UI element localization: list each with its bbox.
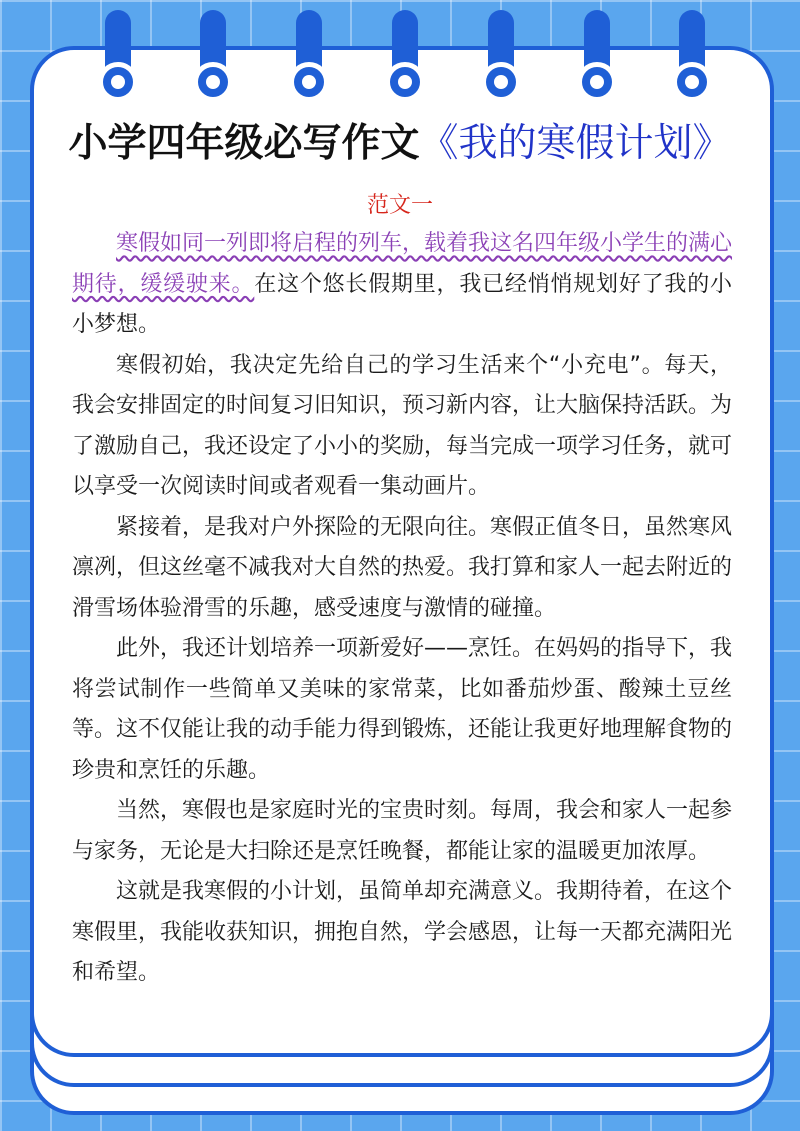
paragraph-6: 这就是我寒假的小计划，虽简单却充满意义。我期待着，在这个寒假里，我能收获知识，拥抱自然，学会感恩，让每一天都充满阳光和希望。 xyxy=(72,879,733,985)
title-main: 小学四年级必写作文 xyxy=(68,121,420,166)
essay-body xyxy=(72,224,732,994)
ring-hole-icon xyxy=(481,62,521,102)
paragraph-1 xyxy=(72,224,732,346)
highlighted-sentence: 寒假如同一列即将启程的列车，载着我这名四年级小学生的满心期待，缓缓驶来。 xyxy=(72,231,733,297)
paragraph-text: 在这个悠长假期里，我已经悄悄规划好了我的小小梦想。 xyxy=(72,271,732,337)
page-title xyxy=(0,112,800,168)
ring-hole-icon xyxy=(577,62,617,102)
ring-hole-icon xyxy=(672,62,712,102)
ring-hole-icon xyxy=(289,62,329,102)
paragraph-5: 当然，寒假也是家庭时光的宝贵时刻。每周，我会和家人一起参与家务，无论是大扫除还是烹饪晚餐，都能让家的温暖更加浓厚。 xyxy=(72,798,733,864)
ring-hole-icon xyxy=(193,62,233,102)
paragraph-4: 此外，我还计划培养一项新爱好——烹饪。在妈妈的指导下，我将尝试制作一些简单又美味的家常菜，比如番茄炒蛋、酸辣土豆丝等。这不仅能让我的动手能力得到锻炼，还能让我更好地理解食物的珍贵和烹饪的乐趣。 xyxy=(72,636,733,783)
ring-hole-icon xyxy=(98,62,138,102)
paragraph-2: 寒假初始，我决定先给自己的学习生活来个“小充电”。每天，我会安排固定的时间复习旧知识，预习新内容，让大脑保持活跃。为了激励自己，我还设定了小小的奖励，每当完成一项学习任务，就可以享受一次阅读时间或者观看一集动画片。 xyxy=(72,352,733,499)
title-book: 《我的寒假计划》 xyxy=(419,121,732,166)
ring-hole-icon xyxy=(385,62,425,102)
essay-subtitle: 范文一 xyxy=(366,193,433,218)
paragraph-3: 紧接着，是我对户外探险的无限向往。寒假正值冬日，虽然寒风凛冽，但这丝毫不减我对大自然的热爱。我打算和家人一起去附近的滑雪场体验滑雪的乐趣，感受速度与激情的碰撞。 xyxy=(72,514,733,621)
